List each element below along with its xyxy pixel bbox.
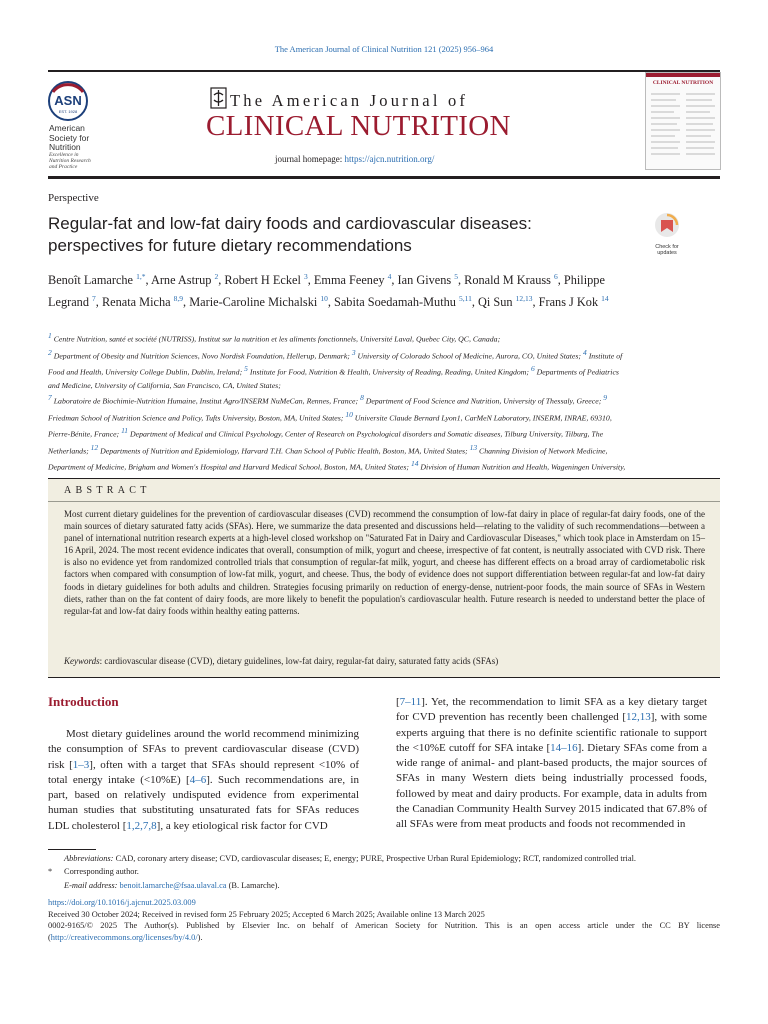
- section-heading-introduction: Introduction: [48, 694, 119, 709]
- affiliation-number: 9: [603, 393, 607, 403]
- affiliation-number: 13: [469, 442, 478, 452]
- affiliation-number: 7: [48, 393, 52, 403]
- email-link[interactable]: benoit.lamarche@fsaa.ulaval.ca: [119, 880, 227, 890]
- abbreviations-text: CAD, coronary artery disease; CVD, cardiovascular diseases; E, energy; PURE, Prospective Urban Rural Epidemiology; RCT, randomized controlled trial.: [113, 854, 636, 863]
- journal-name-line2: CLINICAL NUTRITION: [206, 110, 511, 142]
- affiliation-text: Department of Medical and Clinical Psychology, Center of Research on Psychological disorders and Somatic diseases, Tilburg University, Tilburg, The Netherlands;: [48, 430, 604, 456]
- email-after: (B. Lamarche).: [226, 880, 280, 890]
- abstract-heading: ABSTRACT: [64, 485, 151, 496]
- affiliation-text: Division of Human Nutrition and Health, Wageningen University,: [420, 463, 626, 472]
- footnote-rule: [48, 849, 96, 850]
- affiliation-number: 8: [360, 393, 364, 403]
- asn-logo-icon: [48, 80, 88, 122]
- keywords-label: Keywords: [64, 656, 100, 666]
- citation-link[interactable]: 1–3: [72, 758, 90, 771]
- citation-link[interactable]: 1,2,7,8: [126, 819, 157, 832]
- title-line: perspectives for future dietary recommendations: [48, 236, 412, 255]
- author-name[interactable]: Sabita Soedamah-Muthu: [334, 294, 456, 309]
- author-name[interactable]: Ian Givens: [397, 273, 452, 288]
- author-name[interactable]: Qi Sun: [478, 294, 513, 309]
- affiliation-number: 12: [90, 442, 99, 452]
- author-affiliation-ref[interactable]: 10: [320, 293, 328, 303]
- body-text: Most dietary guidelines around the world recommend minimizing the consumption of SFAs to prevent cardiovascular disease (CVD) risk [: [48, 728, 359, 771]
- title-line: Regular-fat and low-fat dairy foods and cardiovascular diseases:: [48, 214, 532, 233]
- author-name[interactable]: Philippe Legrand: [48, 273, 605, 309]
- citation-link[interactable]: 4–6: [189, 773, 207, 786]
- homepage-link[interactable]: https://ajcn.nutrition.org/: [344, 154, 435, 164]
- asn-logo-letters: ASN: [54, 93, 82, 108]
- affiliation-text: Institute of Food and Health, University College Dublin, Dublin, Ireland;: [48, 351, 623, 377]
- affiliation-text: Laboratoire de Biochimie-Nutrition Humaine, Institut Agro/INSERM NuMeCan, Rennes, France;: [53, 397, 359, 406]
- check-for-updates-badge[interactable]: [647, 211, 687, 255]
- author-name[interactable]: Renata Micha: [101, 294, 171, 309]
- article-info-block: [48, 897, 720, 943]
- keywords: [64, 656, 705, 666]
- cover-band: [646, 73, 720, 77]
- body-text: [: [396, 696, 400, 708]
- check-updates-label: Check for updates: [655, 244, 679, 256]
- footnotes: [48, 852, 720, 892]
- affiliation-text: Universite Claude Bernard Lyon1, CarMeN Laboratory, INSERM, INRAE, 69310, Pierre-Bénite, France;: [48, 413, 612, 439]
- author-list: Benoît Lamarche $^{1,*}$, Arne Astrup $^2$, Robert H Eckel $^3$, Emma Feeney $^4$, Ian Givens $^5$, Ronald M Krauss $^6$, Philippe Legrand $^7$, Renata Micha $^{8,9}$, Marie-Caroline Michalski $^{10}$, Sabita Soedamah-Muthu $^{5,11}$, Qi Sun $^{12,13}$, Frans J Kok $^{14}$: [48, 272, 609, 309]
- author-name[interactable]: Frans J Kok: [538, 294, 599, 309]
- corresponding-text: Corresponding author.: [64, 867, 139, 877]
- author-affiliation-ref[interactable]: 2: [214, 272, 219, 281]
- affiliation-text: Friedman School of Nutrition Science and Policy, Tufts University, Boston, MA, United States;: [48, 413, 344, 423]
- citation-link[interactable]: 14–16: [550, 741, 578, 754]
- author-affiliation-ref[interactable]: 5: [454, 272, 458, 281]
- author-name[interactable]: Robert H Eckel: [224, 273, 301, 288]
- cover-title: CLINICAL NUTRITION: [652, 80, 714, 86]
- abstract-divider: [48, 501, 720, 502]
- author-affiliation-ref[interactable]: 6: [554, 272, 558, 281]
- corresponding-mark: *: [48, 867, 53, 877]
- license-statement: [48, 920, 720, 943]
- affiliation-number: 11: [121, 426, 129, 436]
- doi-link[interactable]: https://doi.org/10.1016/j.ajcnut.2025.03.009: [48, 898, 196, 907]
- journal-emblem-icon: [210, 87, 227, 109]
- affiliation-number: 6: [530, 364, 535, 373]
- asn-name-line: Society for: [49, 132, 90, 143]
- affiliation-text: Department of Food Science and Nutrition, University of Thessaly, Greece;: [365, 397, 602, 406]
- asn-tagline-line: Excellence in: [49, 152, 79, 158]
- asn-tagline-line: and Practice: [49, 164, 78, 171]
- author-affiliation-ref[interactable]: 14: [601, 293, 609, 303]
- received-dates: Received 30 October 2024; Received in revised form 25 February 2025; Accepted 6 March 2025; Available online 13 March 2025: [48, 909, 485, 919]
- cover-lines-graphic: [646, 86, 720, 166]
- citation-link[interactable]: 7–11: [399, 696, 422, 708]
- author-name[interactable]: Emma Feeney: [313, 273, 385, 288]
- email-label: E-mail address:: [64, 880, 118, 890]
- license-end: ).: [197, 932, 203, 942]
- affiliation-text: Departments of Nutrition and Epidemiology, Harvard T.H. Chan School of Public Health, Boston, MA, United States;: [100, 446, 468, 456]
- asn-tagline: [49, 152, 91, 171]
- journal-name-line1: The American Journal of: [230, 91, 469, 110]
- article-category: Perspective: [48, 192, 99, 204]
- author-affiliation-ref[interactable]: 4: [387, 272, 392, 281]
- abstract-text: Most current dietary guidelines for the prevention of cardiovascular diseases (CVD) recommend the consumption of low-fat dairy in place of regular-fat dairy foods, one of the main sources of dietary saturated fatty acids (SFAs). Here, we summarize the data presented and discussions held—relating to the validity of such recommendations—between a panel of international nutrition research experts at a high-level closed workshop on "Saturated Fat in Dairy and Cardiovascular Diseases," which took place in Amsterdam on 15–16 April, 2024. The most recent evidence indicates that overall, consumption of milk, yogurt and cheese, irrespective of fat content, is neutrally associated with CVD risk. There is also no evidence yet from randomized controlled trials that consumption of regular-fat milk, yogurt, and cheese has different effects on a broad array of cardiometabolic risk factors when compared with consumption of low-fat milk, yogurt, and cheese. Thus, the body of evidence does not support differentiation between regular-fat and low-fat dairy foods in dietary guidelines for both adults and children. Strategies focusing primarily on reduction of energy-dense, nutrient-poor foods, the main source of SFAs in Western diets, rather than on the fat content of dairy foods, are more likely to benefit the population's cardiovascular health. Future research is needed to understand better the place of regular-fat and low-fat dairy foods within healthy eating patterns.: [64, 509, 705, 616]
- affiliation-text: University of Colorado School of Medicine, Aurora, CO, United States;: [357, 351, 582, 361]
- body-text: ], a key etiological risk factor for CVD: [156, 819, 328, 832]
- journal-cover-thumbnail: [645, 72, 721, 170]
- author-name[interactable]: Marie-Caroline Michalski: [189, 294, 318, 309]
- affiliation-text: Centre Nutrition, santé et société (NUTRISS), Institut sur la nutrition et les aliments fonctionnels, Université Laval, Quebec City, QC, Canada;: [53, 334, 501, 344]
- asn-tagline-line: Nutrition Research: [49, 158, 91, 165]
- abbreviations-label: Abbreviations:: [64, 854, 114, 863]
- license-text: 0002-9165/© 2025 The Author(s). Published by Elsevier Inc. on behalf of American Society for Nutrition. This is an open access article under the CC BY license (: [48, 921, 720, 942]
- asn-name: [49, 124, 89, 153]
- affiliation-number: 3: [351, 347, 356, 357]
- body-column-left: [48, 727, 359, 834]
- header-top-rule: [48, 70, 720, 72]
- author-affiliation-ref[interactable]: 3: [303, 272, 308, 281]
- body-column-right: [396, 695, 707, 833]
- author-affiliation-ref[interactable]: 7: [92, 293, 96, 303]
- affiliation-number: 4: [582, 347, 587, 357]
- affiliation-number: 10: [345, 409, 353, 419]
- keywords-list: : cardiovascular disease (CVD), dietary guidelines, low-fat dairy, regular-fat dairy, saturated fatty acids (SFAs): [99, 656, 499, 666]
- asn-name-line: Nutrition: [49, 142, 81, 152]
- body-text: ]. Yet, the recommendation to limit SFA as a key dietary target for CVD prevention has recently been challenged [: [396, 696, 707, 724]
- asn-name-line: American: [49, 123, 85, 133]
- body-text: ]. Such recommendations are, in part, based on relatively undisputed evidence from experimental human studies that substituting unsaturated fats for SFAs reduces LDL cholesterol [: [48, 773, 359, 832]
- journal-homepage: [275, 154, 434, 164]
- author-name[interactable]: Ronald M Krauss: [464, 273, 551, 288]
- article-title: [48, 213, 618, 257]
- affiliation-text: Department of Obesity and Nutrition Sciences, Novo Nordisk Foundation, Hellerup, Denmark;: [53, 351, 350, 361]
- body-text: ], with some experts arguing that there is no definite scientific rationale to support the <10%E cutoff for SFA intake [: [396, 711, 707, 754]
- masthead-bottom-rule: [48, 176, 720, 179]
- author-affiliation-ref[interactable]: 1,*: [136, 272, 146, 281]
- abbreviations-footnote: [48, 852, 720, 865]
- affiliation-number: 5: [244, 364, 248, 373]
- journal-reference: The American Journal of Clinical Nutrition 121 (2025) 956–964: [274, 44, 494, 54]
- email-footnote: [48, 879, 720, 892]
- license-link[interactable]: http://creativecommons.org/licenses/by/4.0/: [50, 932, 198, 942]
- homepage-label: journal homepage:: [275, 154, 345, 164]
- corresponding-author-footnote: [48, 865, 720, 878]
- citation-link[interactable]: 12,13: [625, 711, 651, 724]
- author-affiliation-ref[interactable]: 5,11: [459, 293, 472, 303]
- affiliation-text: Institute for Food, Nutrition & Health, University of Reading, Reading, United Kingdom;: [249, 367, 529, 377]
- author-affiliation-ref[interactable]: 8,9: [173, 293, 184, 303]
- author-name[interactable]: Arne Astrup: [150, 273, 212, 288]
- affiliation-list: [48, 330, 626, 488]
- check-updates-icon: [647, 211, 687, 239]
- author-name[interactable]: Benoît Lamarche: [48, 273, 134, 288]
- asn-logo-est: EST. 1928: [58, 109, 78, 114]
- affiliation-number: 2: [48, 347, 52, 357]
- author-affiliation-ref[interactable]: 12,13: [515, 293, 533, 303]
- affiliation-text: Departments of Pediatrics and Medicine, University of California, San Francisco, CA, United States;: [48, 367, 619, 390]
- body-text: ], often with a target that SFAs should represent <10% of total energy intake (<10%E) [: [48, 758, 359, 786]
- affiliation-number: 1: [48, 331, 52, 340]
- affiliation-text: Channing Division of Network Medicine, Department of Medicine, Brigham and Women's Hospital and Harvard Medical School, Boston, MA, United States;: [48, 446, 608, 472]
- body-text: ]. Dietary SFAs come from a wide range of animal- and plant-based products, the major sources of SFAs in many Western diets being industrially processed foods, followed by meat and dairy products. For example, data in adults from the Canadian Community Health Survey 2015 indicated that 67.8% of all SFAs were from meat products and foods not recommended in: [396, 741, 707, 831]
- affiliation-number: 14: [410, 459, 419, 469]
